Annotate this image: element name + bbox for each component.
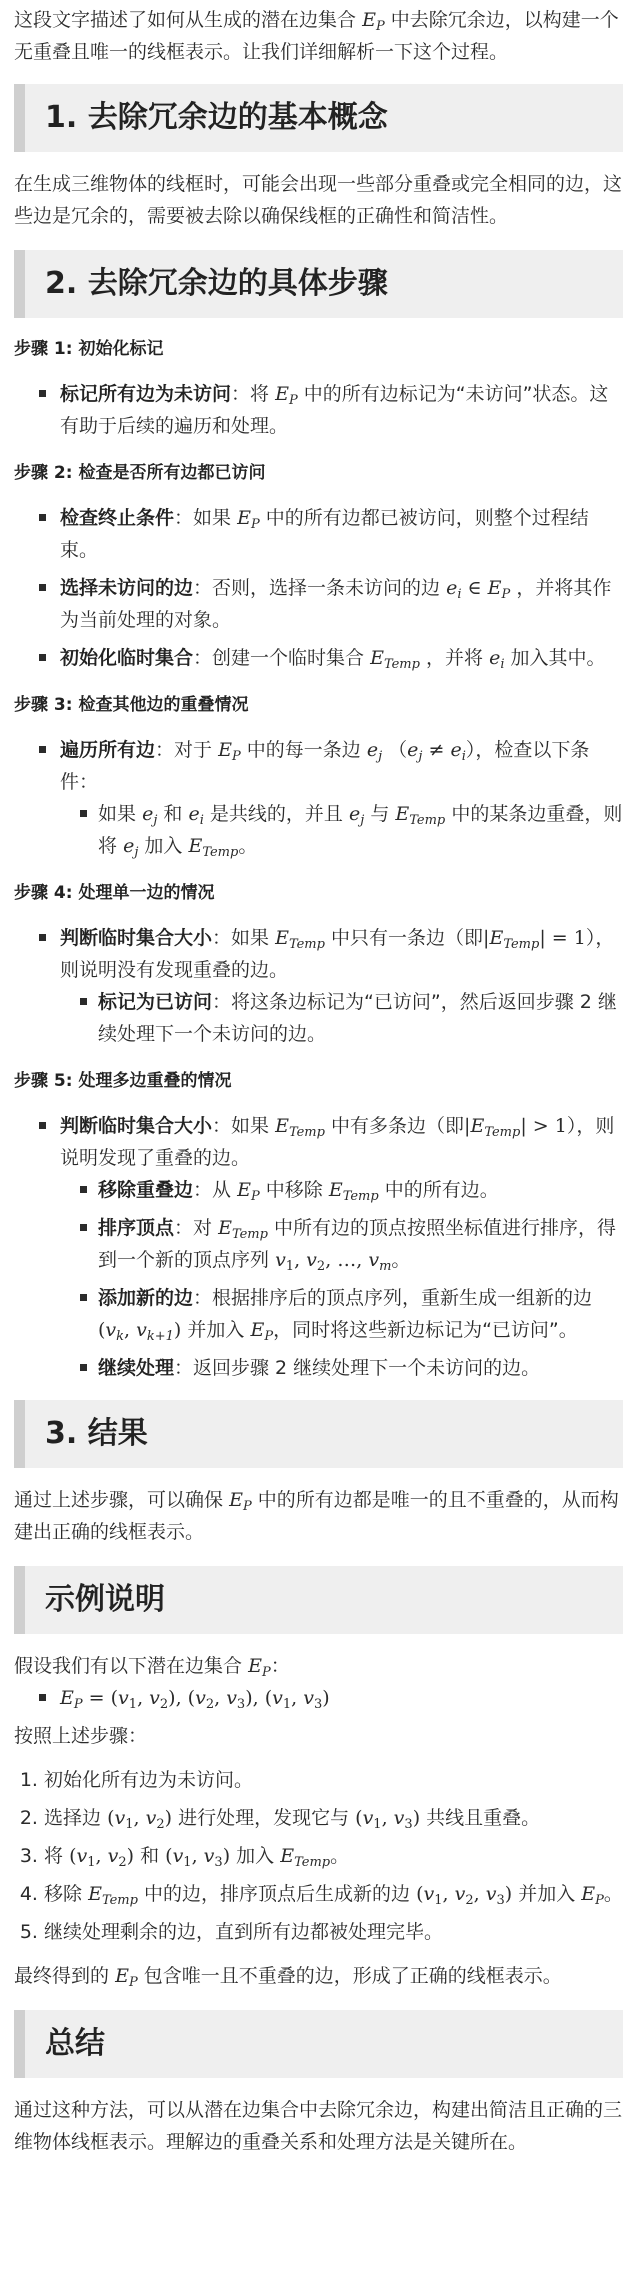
- list-item: 判断临时集合大小：如果 $E_{Temp}$ 中只有一条边（即$|E_{Temp}| = 1$），则说明没有发现重叠的边。 标记为已访问：将这条边标记为“已访问”，然后返回步骤 2 继续处理下一个未访问的边。: [14, 922, 623, 1050]
- intro-paragraph: 这段文字描述了如何从生成的潜在边集合 $E_P$ 中去除冗余边，以构建一个无重叠且唯一的线框表示。让我们详细解析一下这个过程。: [14, 9, 619, 63]
- list-item: 移除重叠边：从 $E_P$ 中移除 $E_{Temp}$ 中的所有边。: [60, 1174, 623, 1206]
- list-item: 排序顶点：对 $E_{Temp}$ 中所有边的顶点按照坐标值进行排序，得到一个新的顶点序列 $v_1$, $v_2$, …, $v_m$。: [60, 1212, 623, 1276]
- step-1-list: [14, 378, 623, 442]
- list-item: 3. 将 ($v_1$, $v_2$) 和 ($v_1$, $v_3$) 加入 $E_{Temp}$。: [44, 1840, 623, 1872]
- list-item: 添加新的边：根据排序后的顶点序列，重新生成一组新的边 ($v_k$, $v_{k+1}$) 并加入 $E_P$，同时将这些新边标记为“已访问”。: [60, 1282, 623, 1346]
- example-steps-lead: 按照上述步骤：: [14, 1725, 148, 1747]
- list-item: 标记所有边为未访问：将 $E_P$ 中的所有边标记为“未访问”状态。这有助于后续的遍历和处理。: [14, 378, 623, 442]
- section-3-text: 通过上述步骤，可以确保 $E_P$ 中的所有边都是唯一的且不重叠的，从而构建出正确的线框表示。: [14, 1489, 619, 1543]
- step-4-list: [14, 922, 623, 1050]
- math-ep: $E_P$: [362, 9, 385, 34]
- step-4-sublist: [60, 986, 623, 1050]
- list-item: 4. 移除 $E_{Temp}$ 中的边，排序顶点后生成新的边 ($v_1$, $v_2$, $v_3$) 并加入 $E_P$。: [44, 1878, 623, 1910]
- step-4-heading: 步骤 4: 处理单一边的情况: [14, 883, 215, 903]
- step-2-list: [14, 502, 623, 674]
- section-heading-example: 示例说明: [14, 1566, 623, 1634]
- list-item: 标记为已访问：将这条边标记为“已访问”，然后返回步骤 2 继续处理下一个未访问的边。: [60, 986, 623, 1050]
- list-item: 继续处理：返回步骤 2 继续处理下一个未访问的边。: [60, 1352, 623, 1384]
- step-2-heading: 步骤 2: 检查是否所有边都已访问: [14, 463, 266, 483]
- section-1-text: 在生成三维物体的线框时，可能会出现一些部分重叠或完全相同的边，这些边是冗余的，需要被去除以确保线框的正确性和简洁性。: [14, 173, 623, 227]
- list-item: 判断临时集合大小：如果 $E_{Temp}$ 中有多条边（即$|E_{Temp}| > 1$），则说明发现了重叠的边。 移除重叠边：从 $E_P$ 中移除 $E_{Temp}$ 中的所有边。 排序顶点：对 $E_{Temp}$ 中所有边的顶点按照坐标值进行排序，得到一个新的顶点序列 $v_1$, $v_2$, …, $v_m$。 添加新的边：根据排序后的顶点序列，重新生成一组新的边 ($v_k$, $v_{k+1}$) 并加入 $E_P$，同时将这些新边标记为“已访问”。 继续处理：返回步骤 2 继续处理下一个未访问的边。: [14, 1110, 623, 1384]
- step-5-heading: 步骤 5: 处理多边重叠的情况: [14, 1071, 232, 1091]
- example-conclusion: 最终得到的 $E_P$ 包含唯一且不重叠的边，形成了正确的线框表示。: [14, 1965, 562, 1990]
- list-item: 检查终止条件：如果 $E_P$ 中的所有边都已被访问，则整个过程结束。: [14, 502, 623, 566]
- section-heading-summary: 总结: [14, 2010, 623, 2078]
- list-item: 选择未访问的边：否则，选择一条未访问的边 $e_i$ ∈ $E_P$ ，并将其作为当前处理的对象。: [14, 572, 623, 636]
- list-item: 遍历所有边：对于 $E_P$ 中的每一条边 $e_j$ $(e_j \ne e_i)$，检查以下条件： 如果 $e_j$ 和 $e_i$ 是共线的，并且 $e_j$ 与 $E_{Temp}$ 中的某条边重叠，则将 $e_j$ 加入 $E_{Temp}$。: [14, 734, 623, 862]
- section-heading-2: 2. 去除冗余边的具体步骤: [14, 250, 623, 318]
- summary-text: 通过这种方法，可以从潜在边集合中去除冗余边，构建出简洁且正确的三维物体线框表示。理解边的重叠关系和处理方法是关键所在。: [14, 2099, 623, 2153]
- example-lead: 假设我们有以下潜在边集合 $E_P$：: [14, 1655, 290, 1680]
- list-item: 初始化临时集合：创建一个临时集合 $E_{Temp}$ ，并将 $e_i$ 加入其中。: [14, 642, 623, 674]
- list-item: 2. 选择边 ($v_1$, $v_2$) 进行处理，发现它与 ($v_1$, $v_3$) 共线且重叠。: [44, 1802, 623, 1834]
- step-5-list: [14, 1110, 623, 1384]
- step-5-sublist: [60, 1174, 623, 1384]
- step-3-sublist: [60, 798, 623, 862]
- step-3-heading: 步骤 3: 检查其他边的重叠情况: [14, 695, 249, 715]
- list-item: $E_P = (v_1$, $v_2$), ($v_2$, $v_3$), ($v_1$, $v_3$): [14, 1682, 623, 1714]
- example-steps-list: [14, 1764, 623, 1948]
- section-heading-1: 1. 去除冗余边的基本概念: [14, 84, 623, 152]
- list-item: 1. 初始化所有边为未访问。: [44, 1764, 623, 1796]
- step-1-heading: 步骤 1: 初始化标记: [14, 339, 164, 359]
- list-item: 5. 继续处理剩余的边，直到所有边都被处理完毕。: [44, 1916, 623, 1948]
- example-set-list: [14, 1682, 623, 1714]
- list-item: 如果 $e_j$ 和 $e_i$ 是共线的，并且 $e_j$ 与 $E_{Temp}$ 中的某条边重叠，则将 $e_j$ 加入 $E_{Temp}$。: [60, 798, 623, 862]
- step-3-list: [14, 734, 623, 862]
- section-heading-3: 3. 结果: [14, 1400, 623, 1468]
